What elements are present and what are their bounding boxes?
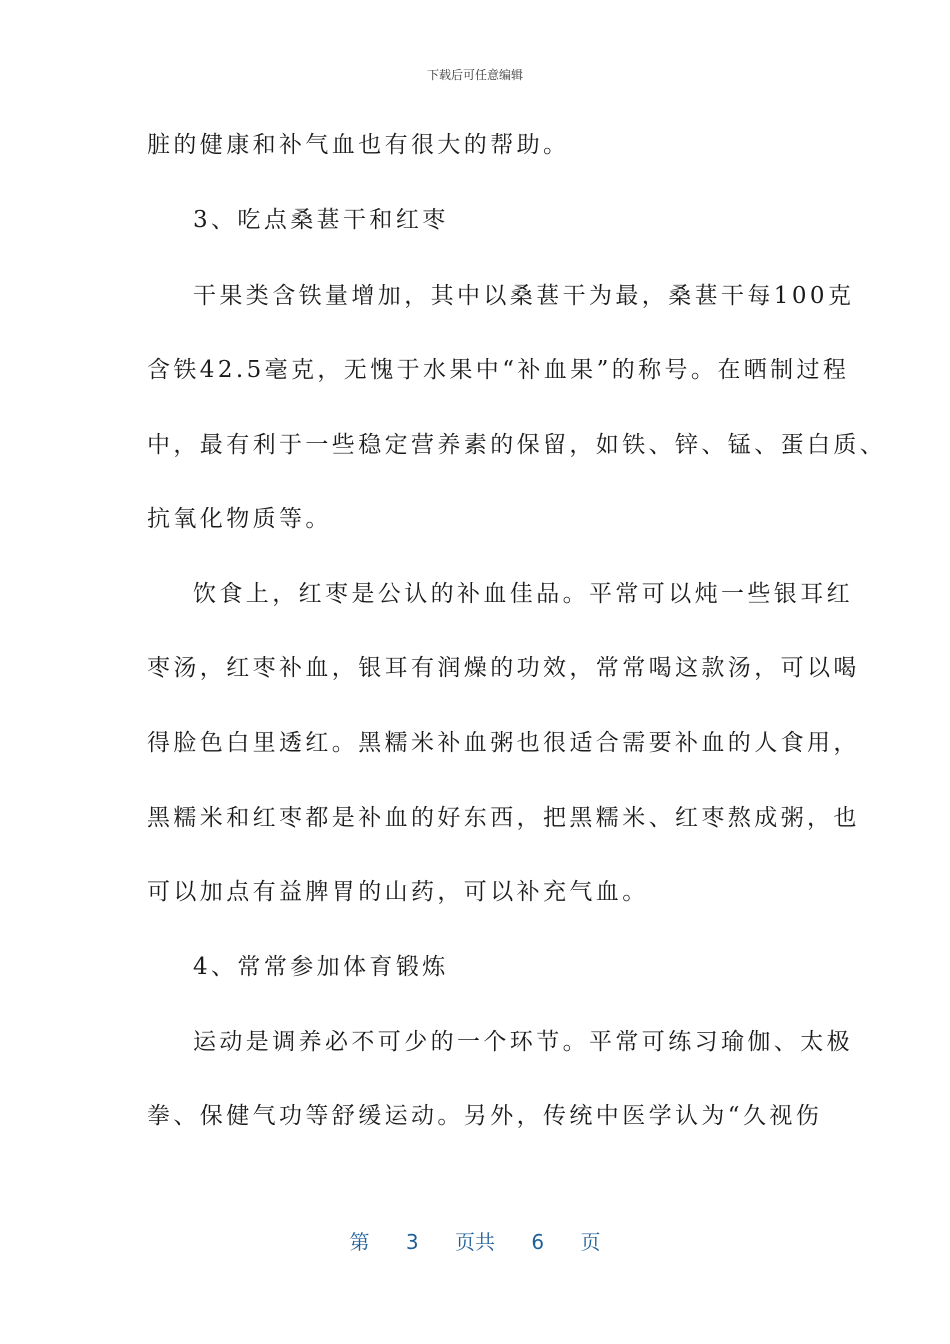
page-current: 3	[405, 1230, 419, 1254]
body-line-7: 饮食上，红枣是公认的补血佳品。平常可以炖一些银耳红	[193, 581, 853, 607]
page-total: 6	[531, 1230, 545, 1254]
section-heading-4: 4、常常参加体育锻炼	[193, 954, 449, 980]
page-suffix: 页	[580, 1230, 601, 1254]
body-line-8: 枣汤，红枣补血，银耳有润燥的功效，常常喝这款汤，可以喝	[147, 655, 860, 681]
body-line-9: 得脸色白里透红。黑糯米补血粥也很适合需要补血的人食用，	[147, 730, 860, 756]
body-line-3: 干果类含铁量增加，其中以桑葚干为最，桑葚干每100克	[193, 283, 855, 309]
body-line-13: 运动是调养必不可少的一个环节。平常可练习瑜伽、太极	[193, 1029, 853, 1055]
body-line-14: 拳、保健气功等舒缓运动。另外，传统中医学认为“久视伤	[147, 1103, 823, 1129]
page-prefix: 第	[349, 1230, 370, 1254]
body-line-11: 可以加点有益脾胃的山药，可以补充气血。	[147, 879, 649, 905]
page-middle: 页共	[455, 1230, 495, 1254]
body-line-5: 中，最有利于一些稳定营养素的保留，如铁、锌、锰、蛋白质、	[147, 432, 887, 458]
section-heading-3: 3、吃点桑葚干和红枣	[193, 207, 449, 233]
page-number-footer	[0, 1226, 950, 1255]
body-line-10: 黑糯米和红枣都是补血的好东西，把黑糯米、红枣熬成粥，也	[147, 805, 860, 831]
page-header-note: 下载后可任意编辑	[426, 68, 523, 82]
body-line-6: 抗氧化物质等。	[147, 506, 332, 532]
body-line-4: 含铁42.5毫克，无愧于水果中“补血果”的称号。在晒制过程	[147, 357, 850, 383]
body-line-1: 脏的健康和补气血也有很大的帮助。	[147, 132, 570, 158]
